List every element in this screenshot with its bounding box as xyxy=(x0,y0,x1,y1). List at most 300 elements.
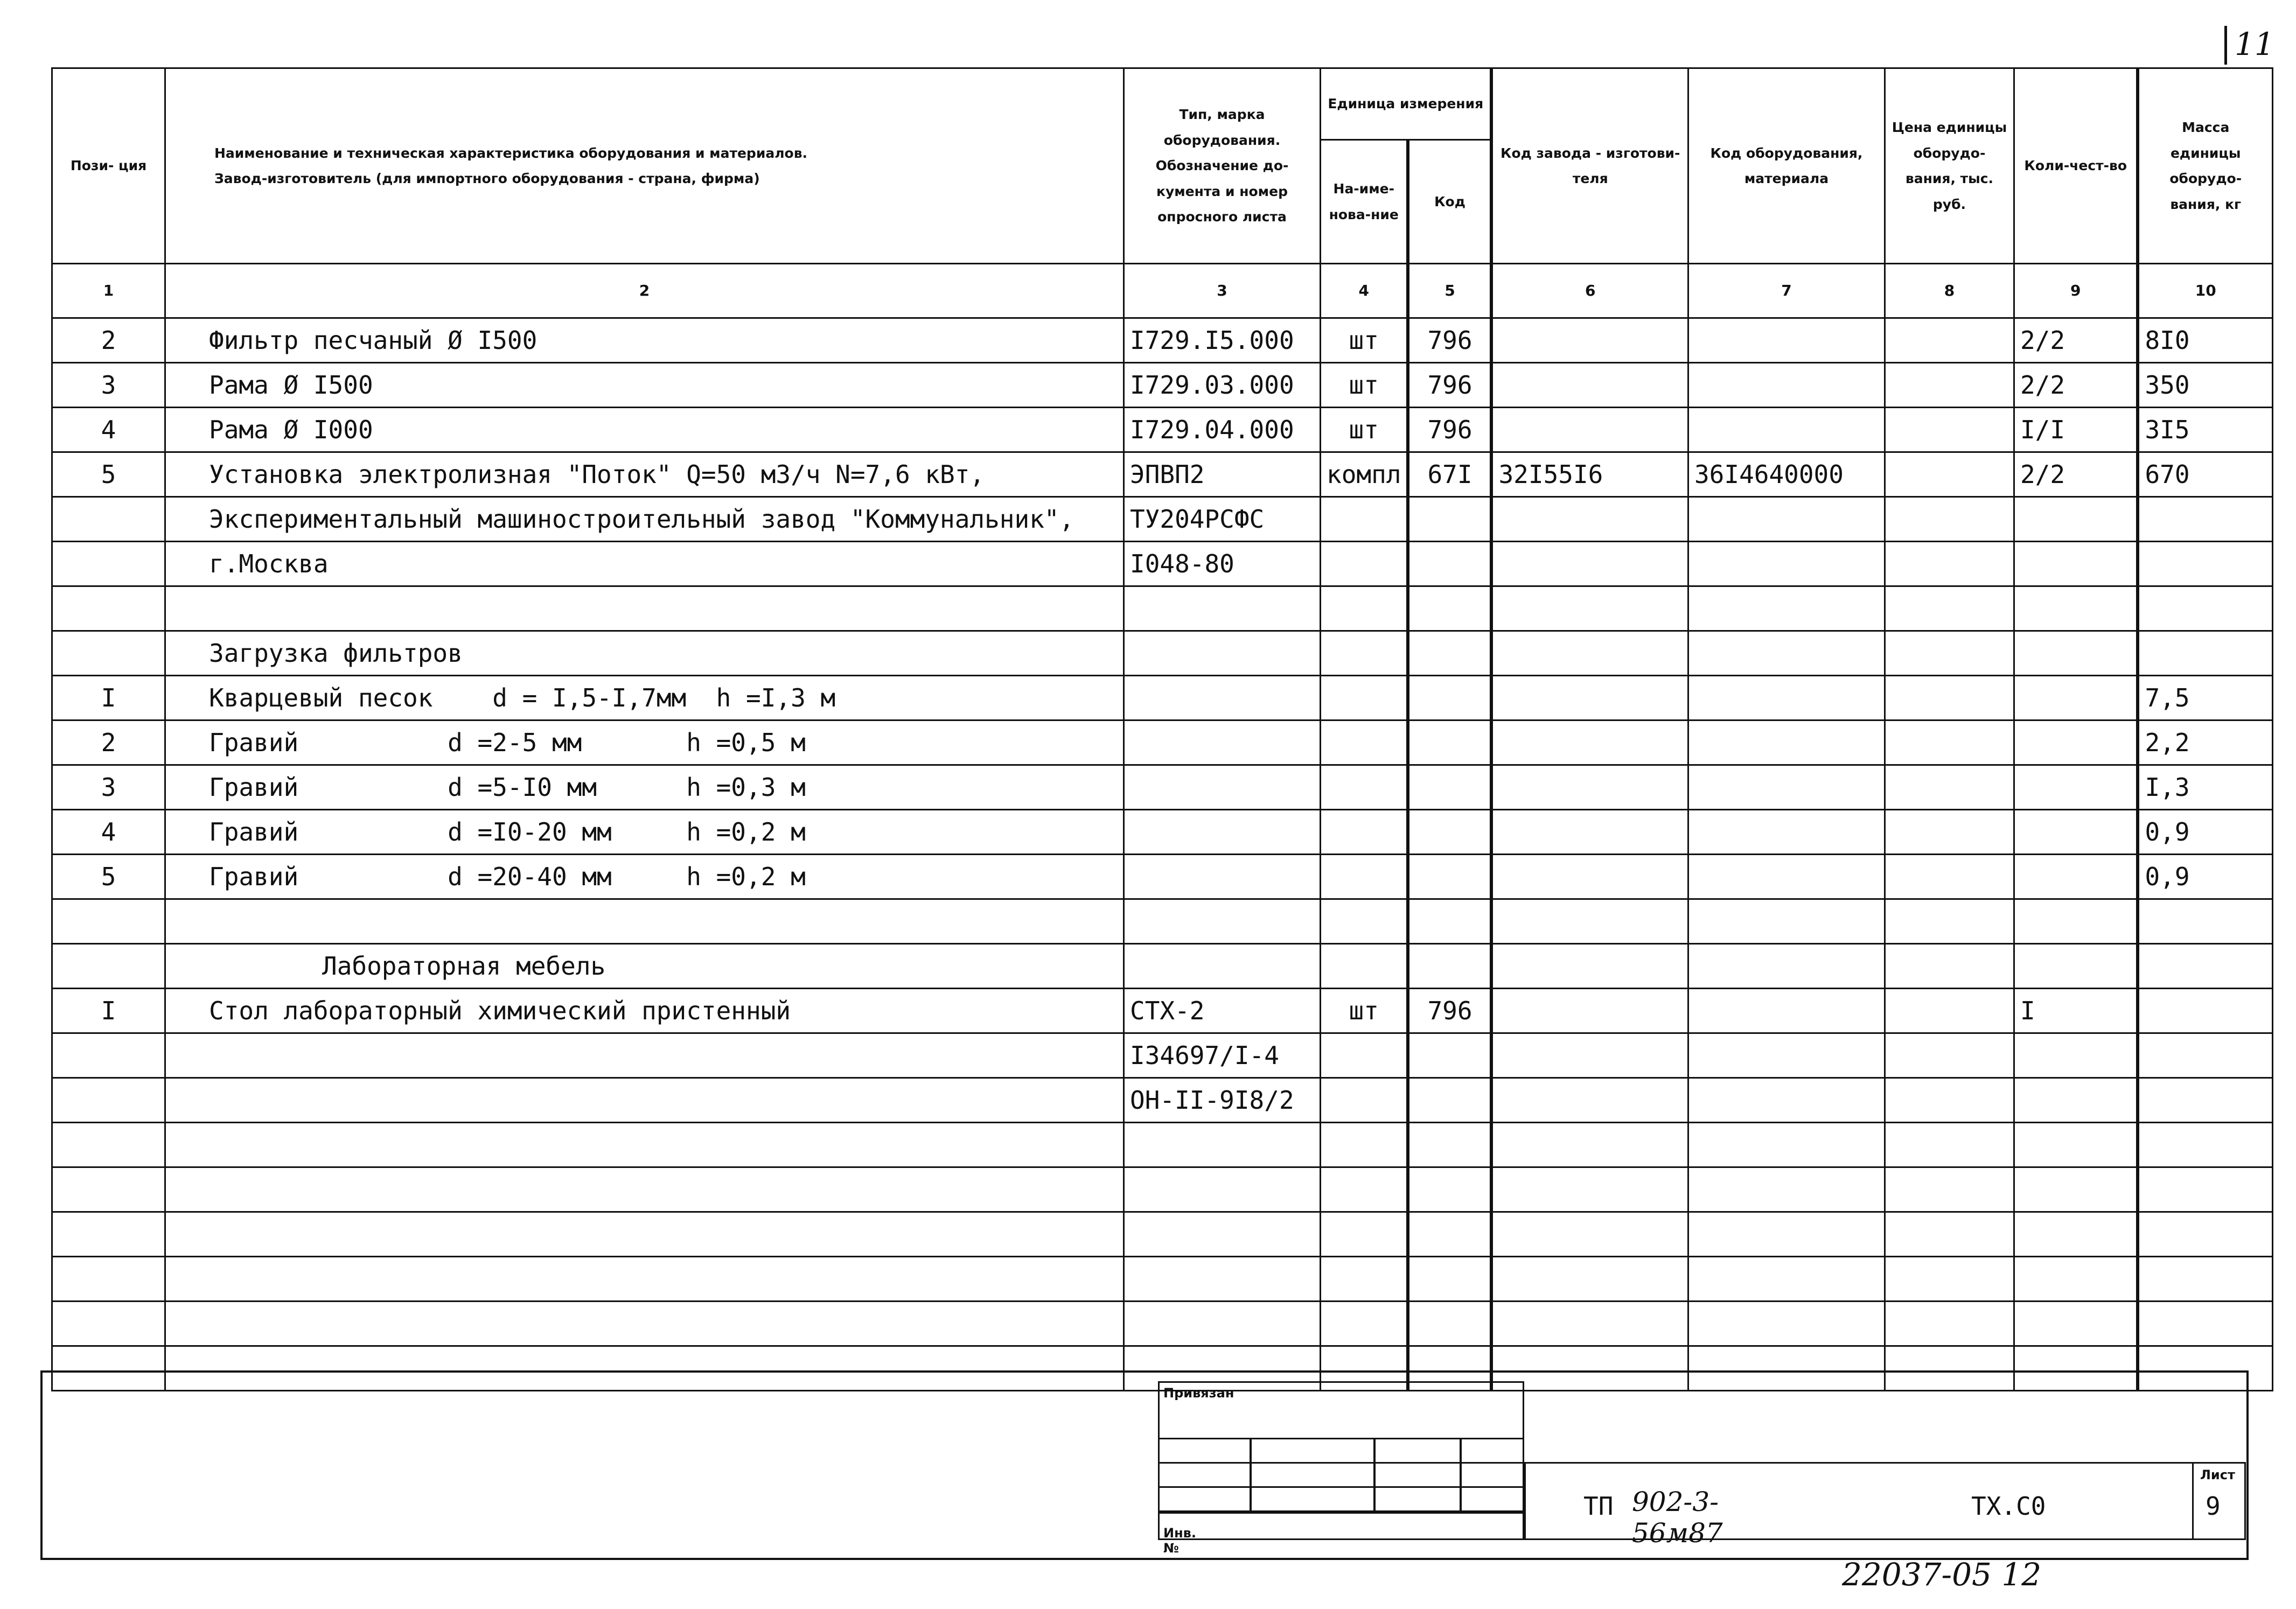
position-cell: 5 xyxy=(52,855,165,899)
specification-sheet xyxy=(51,67,2273,1391)
equipment-code-cell xyxy=(1688,855,1885,899)
table-row xyxy=(52,1257,2273,1302)
unit-code-cell xyxy=(1408,765,1491,810)
mass-cell xyxy=(2138,1346,2272,1391)
table-header xyxy=(52,68,2273,318)
type-cell xyxy=(1124,810,1321,855)
name-cell xyxy=(165,1302,1124,1346)
type-cell xyxy=(1124,1302,1321,1346)
type-cell xyxy=(1124,676,1321,720)
table-row xyxy=(52,944,2273,989)
equipment-code-cell xyxy=(1688,989,1885,1033)
price-cell xyxy=(1885,542,2014,586)
factory-code-cell xyxy=(1491,1078,1688,1123)
mass-cell xyxy=(2138,1167,2272,1212)
price-cell xyxy=(1885,318,2014,363)
unit-code-cell: 796 xyxy=(1408,318,1491,363)
name-cell: Гравий d =20-40 мм h =0,2 м xyxy=(165,855,1124,899)
position-cell xyxy=(52,1123,165,1167)
unit-code-cell xyxy=(1408,1033,1491,1078)
type-cell xyxy=(1124,1257,1321,1302)
type-cell: ОН-II-9I8/2 xyxy=(1124,1078,1321,1123)
quantity-cell xyxy=(2014,1257,2138,1302)
unit-name-cell xyxy=(1321,1078,1408,1123)
equipment-code-cell xyxy=(1688,1212,1885,1257)
inventory-label: Инв. № xyxy=(1163,1526,1196,1556)
table-row xyxy=(52,1123,2273,1167)
type-cell xyxy=(1124,1167,1321,1212)
quantity-cell xyxy=(2014,586,2138,631)
factory-code-cell xyxy=(1491,944,1688,989)
equipment-code-cell xyxy=(1688,720,1885,765)
name-cell: Кварцевый песок d = I,5-I,7мм h =I,3 м xyxy=(165,676,1124,720)
name-cell: Загрузка фильтров xyxy=(165,631,1124,676)
unit-code-cell: 796 xyxy=(1408,989,1491,1033)
name-cell xyxy=(165,1167,1124,1212)
price-cell xyxy=(1885,1078,2014,1123)
type-cell xyxy=(1124,855,1321,899)
position-cell xyxy=(52,1346,165,1391)
name-cell: Гравий d =2-5 мм h =0,5 м xyxy=(165,720,1124,765)
name-cell: Стол лабораторный химический пристенный xyxy=(165,989,1124,1033)
unit-code-cell xyxy=(1408,1302,1491,1346)
equipment-code-cell xyxy=(1688,586,1885,631)
mass-cell xyxy=(2138,1257,2272,1302)
unit-name-cell xyxy=(1321,1167,1408,1212)
unit-name-cell xyxy=(1321,1033,1408,1078)
equipment-code-cell xyxy=(1688,1123,1885,1167)
price-cell xyxy=(1885,497,2014,542)
mass-cell xyxy=(2138,1123,2272,1167)
unit-code-cell xyxy=(1408,1212,1491,1257)
mass-cell xyxy=(2138,497,2272,542)
type-cell: СТХ-2 xyxy=(1124,989,1321,1033)
type-cell: I729.04.000 xyxy=(1124,408,1321,452)
type-cell xyxy=(1124,720,1321,765)
equipment-code-cell xyxy=(1688,363,1885,408)
equipment-code-cell xyxy=(1688,631,1885,676)
table-row xyxy=(52,720,2273,765)
equipment-code-cell xyxy=(1688,899,1885,944)
table-row xyxy=(52,318,2273,363)
type-cell: ТУ204РСФС xyxy=(1124,497,1321,542)
price-cell xyxy=(1885,586,2014,631)
price-cell xyxy=(1885,1346,2014,1391)
stamp-divider xyxy=(1373,1438,1376,1512)
unit-name-cell xyxy=(1321,1257,1408,1302)
quantity-cell xyxy=(2014,1078,2138,1123)
table-row xyxy=(52,408,2273,452)
quantity-cell xyxy=(2014,1033,2138,1078)
unit-code-cell xyxy=(1408,944,1491,989)
table-row xyxy=(52,855,2273,899)
equipment-code-cell xyxy=(1688,1033,1885,1078)
mass-cell xyxy=(2138,586,2272,631)
equipment-code-cell xyxy=(1688,1346,1885,1391)
name-cell: Гравий d =5-I0 мм h =0,3 м xyxy=(165,765,1124,810)
position-cell: 5 xyxy=(52,452,165,497)
factory-code-cell xyxy=(1491,363,1688,408)
column-number: 2 xyxy=(165,264,1124,318)
mass-cell: 2,2 xyxy=(2138,720,2272,765)
stamp-cell xyxy=(1158,1462,1524,1488)
name-cell: Гравий d =I0-20 мм h =0,2 м xyxy=(165,810,1124,855)
table-row xyxy=(52,452,2273,497)
price-cell xyxy=(1885,989,2014,1033)
name-cell: Установка электролизная "Поток" Q=50 м3/ч N=7,6 кВт, xyxy=(165,452,1124,497)
price-cell xyxy=(1885,810,2014,855)
position-cell xyxy=(52,1167,165,1212)
factory-code-cell xyxy=(1491,676,1688,720)
project-code-prefix: ТП xyxy=(1583,1492,1614,1521)
type-cell: I048-80 xyxy=(1124,542,1321,586)
unit-code-cell: 67I xyxy=(1408,452,1491,497)
column-number: 9 xyxy=(2014,264,2138,318)
mass-cell: 7,5 xyxy=(2138,676,2272,720)
page-number: 11 xyxy=(2224,26,2278,65)
factory-code-cell: 32I55I6 xyxy=(1491,452,1688,497)
factory-code-cell xyxy=(1491,1302,1688,1346)
column-number: 5 xyxy=(1408,264,1491,318)
table-row xyxy=(52,1212,2273,1257)
price-cell xyxy=(1885,1257,2014,1302)
column-number: 10 xyxy=(2138,264,2272,318)
unit-code-cell xyxy=(1408,720,1491,765)
header-position: Пози- ция xyxy=(52,68,165,264)
position-cell: 4 xyxy=(52,408,165,452)
position-cell: 3 xyxy=(52,363,165,408)
equipment-code-cell xyxy=(1688,542,1885,586)
mass-cell xyxy=(2138,899,2272,944)
stamp-divider xyxy=(1460,1438,1462,1512)
equipment-code-cell xyxy=(1688,1302,1885,1346)
unit-code-cell xyxy=(1408,631,1491,676)
factory-code-cell xyxy=(1491,855,1688,899)
mass-cell xyxy=(2138,989,2272,1033)
unit-code-cell xyxy=(1408,855,1491,899)
price-cell xyxy=(1885,631,2014,676)
type-cell xyxy=(1124,631,1321,676)
price-cell xyxy=(1885,408,2014,452)
factory-code-cell xyxy=(1491,1167,1688,1212)
column-number: 7 xyxy=(1688,264,1885,318)
quantity-cell xyxy=(2014,631,2138,676)
position-cell: I xyxy=(52,989,165,1033)
mass-cell: 8I0 xyxy=(2138,318,2272,363)
price-cell xyxy=(1885,1167,2014,1212)
type-cell: ЭПВП2 xyxy=(1124,452,1321,497)
unit-name-cell: шт xyxy=(1321,989,1408,1033)
factory-code-cell xyxy=(1491,586,1688,631)
unit-name-cell xyxy=(1321,1123,1408,1167)
mass-cell: 0,9 xyxy=(2138,855,2272,899)
position-cell: I xyxy=(52,676,165,720)
type-cell xyxy=(1124,899,1321,944)
quantity-cell xyxy=(2014,944,2138,989)
equipment-code-cell xyxy=(1688,318,1885,363)
factory-code-cell xyxy=(1491,542,1688,586)
unit-name-cell xyxy=(1321,497,1408,542)
mass-cell xyxy=(2138,1212,2272,1257)
table-row xyxy=(52,497,2273,542)
column-number-row xyxy=(52,264,2273,318)
quantity-cell xyxy=(2014,1167,2138,1212)
quantity-cell xyxy=(2014,899,2138,944)
document-code: ТХ.С0 xyxy=(1971,1492,2046,1521)
quantity-cell xyxy=(2014,676,2138,720)
factory-code-cell xyxy=(1491,899,1688,944)
specification-table xyxy=(51,67,2273,1391)
price-cell xyxy=(1885,1123,2014,1167)
price-cell xyxy=(1885,944,2014,989)
column-number: 3 xyxy=(1124,264,1321,318)
mass-cell xyxy=(2138,1078,2272,1123)
quantity-cell xyxy=(2014,1346,2138,1391)
stamp-cell xyxy=(1158,1438,1524,1464)
mass-cell xyxy=(2138,1302,2272,1346)
factory-code-cell xyxy=(1491,497,1688,542)
equipment-code-cell xyxy=(1688,1257,1885,1302)
unit-name-cell xyxy=(1321,855,1408,899)
price-cell xyxy=(1885,676,2014,720)
unit-name-cell xyxy=(1321,676,1408,720)
table-row xyxy=(52,989,2273,1033)
equipment-code-cell xyxy=(1688,676,1885,720)
factory-code-cell xyxy=(1491,631,1688,676)
table-row xyxy=(52,1167,2273,1212)
quantity-cell xyxy=(2014,1302,2138,1346)
unit-name-cell: компл xyxy=(1321,452,1408,497)
unit-name-cell xyxy=(1321,944,1408,989)
position-cell: 2 xyxy=(52,720,165,765)
mass-cell: 0,9 xyxy=(2138,810,2272,855)
table-row xyxy=(52,1302,2273,1346)
price-cell xyxy=(1885,1302,2014,1346)
unit-code-cell: 796 xyxy=(1408,363,1491,408)
table-row xyxy=(52,586,2273,631)
type-cell: I729.03.000 xyxy=(1124,363,1321,408)
header-type: Тип, марка оборудования. Обозначение до-кумента и номер опросного листа xyxy=(1124,68,1321,264)
table-row xyxy=(52,676,2273,720)
column-number: 1 xyxy=(52,264,165,318)
factory-code-cell xyxy=(1491,765,1688,810)
position-cell: 3 xyxy=(52,765,165,810)
position-cell xyxy=(52,1257,165,1302)
unit-code-cell xyxy=(1408,899,1491,944)
mass-cell: I,3 xyxy=(2138,765,2272,810)
price-cell xyxy=(1885,765,2014,810)
mass-cell: 350 xyxy=(2138,363,2272,408)
type-cell xyxy=(1124,765,1321,810)
name-cell xyxy=(165,586,1124,631)
quantity-cell xyxy=(2014,497,2138,542)
name-cell xyxy=(165,1033,1124,1078)
unit-name-cell xyxy=(1321,542,1408,586)
unit-name-cell xyxy=(1321,586,1408,631)
position-cell xyxy=(52,542,165,586)
name-cell xyxy=(165,899,1124,944)
mass-cell: 670 xyxy=(2138,452,2272,497)
equipment-code-cell xyxy=(1688,497,1885,542)
factory-code-cell xyxy=(1491,408,1688,452)
quantity-cell xyxy=(2014,810,2138,855)
header-equipment-code: Код оборудования, материала xyxy=(1688,68,1885,264)
name-cell: Фильтр песчаный Ø I500 xyxy=(165,318,1124,363)
frame-line xyxy=(40,1370,2249,1373)
quantity-cell xyxy=(2014,720,2138,765)
name-cell: Рама Ø I500 xyxy=(165,363,1124,408)
table-body xyxy=(52,318,2273,1391)
factory-code-cell xyxy=(1491,1123,1688,1167)
name-cell: Рама Ø I000 xyxy=(165,408,1124,452)
factory-code-cell xyxy=(1491,720,1688,765)
archive-number: 22037-05 12 xyxy=(1842,1556,2042,1593)
name-cell xyxy=(165,1078,1124,1123)
name-cell xyxy=(165,1123,1124,1167)
position-cell xyxy=(52,497,165,542)
position-cell: 4 xyxy=(52,810,165,855)
position-cell xyxy=(52,586,165,631)
unit-name-cell xyxy=(1321,1212,1408,1257)
unit-name-cell: шт xyxy=(1321,363,1408,408)
unit-name-cell: шт xyxy=(1321,408,1408,452)
unit-name-cell xyxy=(1321,631,1408,676)
factory-code-cell xyxy=(1491,1257,1688,1302)
quantity-cell: 2/2 xyxy=(2014,363,2138,408)
factory-code-cell xyxy=(1491,989,1688,1033)
unit-code-cell xyxy=(1408,1167,1491,1212)
equipment-code-cell xyxy=(1688,810,1885,855)
position-cell xyxy=(52,1212,165,1257)
name-cell xyxy=(165,1212,1124,1257)
price-cell xyxy=(1885,855,2014,899)
position-cell xyxy=(52,1033,165,1078)
type-cell xyxy=(1124,586,1321,631)
unit-name-cell xyxy=(1321,899,1408,944)
name-cell xyxy=(165,1346,1124,1391)
table-row xyxy=(52,1033,2273,1078)
header-unit-name: На-име-нова-ние xyxy=(1321,140,1408,264)
equipment-code-cell xyxy=(1688,765,1885,810)
unit-code-cell xyxy=(1408,497,1491,542)
equipment-code-cell xyxy=(1688,408,1885,452)
quantity-cell xyxy=(2014,1212,2138,1257)
table-row xyxy=(52,542,2273,586)
unit-code-cell xyxy=(1408,810,1491,855)
unit-name-cell xyxy=(1321,810,1408,855)
quantity-cell xyxy=(2014,765,2138,810)
unit-code-cell xyxy=(1408,676,1491,720)
mass-cell xyxy=(2138,631,2272,676)
table-row xyxy=(52,765,2273,810)
mass-cell xyxy=(2138,944,2272,989)
frame-line xyxy=(2246,1370,2249,1560)
type-cell xyxy=(1124,1123,1321,1167)
unit-name-cell xyxy=(1321,720,1408,765)
table-row xyxy=(52,810,2273,855)
price-cell xyxy=(1885,720,2014,765)
type-cell: I34697/I-4 xyxy=(1124,1033,1321,1078)
position-cell: 2 xyxy=(52,318,165,363)
quantity-cell: 2/2 xyxy=(2014,452,2138,497)
project-code: 902-3-56м87 xyxy=(1632,1486,1723,1549)
table-row xyxy=(52,631,2273,676)
position-cell xyxy=(52,944,165,989)
column-number: 8 xyxy=(1885,264,2014,318)
table-row xyxy=(52,1078,2273,1123)
unit-code-cell xyxy=(1408,1078,1491,1123)
table-row xyxy=(52,899,2273,944)
header-name: Наименование и техническая характеристика оборудования и материалов. Завод-изготовитель (для импортного оборудования - страна, фирма) xyxy=(165,68,1124,264)
unit-code-cell: 796 xyxy=(1408,408,1491,452)
quantity-cell: I xyxy=(2014,989,2138,1033)
equipment-code-cell xyxy=(1688,1078,1885,1123)
equipment-code-cell xyxy=(1688,1167,1885,1212)
price-cell xyxy=(1885,452,2014,497)
mass-cell xyxy=(2138,1033,2272,1078)
type-cell: I729.I5.000 xyxy=(1124,318,1321,363)
header-price: Цена единицы оборудо-вания, тыс. руб. xyxy=(1885,68,2014,264)
unit-code-cell xyxy=(1408,1257,1491,1302)
mass-cell xyxy=(2138,542,2272,586)
quantity-cell xyxy=(2014,855,2138,899)
factory-code-cell xyxy=(1491,1033,1688,1078)
sheet-number: 9 xyxy=(2206,1492,2221,1521)
unit-code-cell xyxy=(1408,1123,1491,1167)
price-cell xyxy=(1885,363,2014,408)
position-cell xyxy=(52,899,165,944)
mass-cell: 3I5 xyxy=(2138,408,2272,452)
factory-code-cell xyxy=(1491,318,1688,363)
equipment-code-cell: 36I4640000 xyxy=(1688,452,1885,497)
stamp-cell xyxy=(1158,1486,1524,1512)
name-cell: г.Москва xyxy=(165,542,1124,586)
unit-code-cell xyxy=(1408,542,1491,586)
position-cell xyxy=(52,631,165,676)
type-cell xyxy=(1124,1212,1321,1257)
position-cell xyxy=(52,1302,165,1346)
sheet-label: Лист xyxy=(2200,1467,2235,1482)
header-unit-group: Единица измерения xyxy=(1321,68,1492,140)
inventory-box xyxy=(1158,1512,1524,1540)
quantity-cell: 2/2 xyxy=(2014,318,2138,363)
equipment-code-cell xyxy=(1688,944,1885,989)
header-unit-code: Код xyxy=(1408,140,1491,264)
table-row xyxy=(52,363,2273,408)
name-cell: Лабораторная мебель xyxy=(165,944,1124,989)
factory-code-cell xyxy=(1491,1212,1688,1257)
column-number: 4 xyxy=(1321,264,1408,318)
type-cell xyxy=(1124,944,1321,989)
unit-name-cell xyxy=(1321,1302,1408,1346)
name-cell: Экспериментальный машиностроительный завод "Коммунальник", xyxy=(165,497,1124,542)
name-cell xyxy=(165,1257,1124,1302)
unit-name-cell: шт xyxy=(1321,318,1408,363)
column-number: 6 xyxy=(1491,264,1688,318)
header-factory-code: Код завода - изготови-теля xyxy=(1491,68,1688,264)
quantity-cell xyxy=(2014,542,2138,586)
quantity-cell xyxy=(2014,1123,2138,1167)
unit-code-cell xyxy=(1408,586,1491,631)
header-quantity: Коли-чест-во xyxy=(2014,68,2138,264)
frame-line xyxy=(40,1370,43,1559)
unit-name-cell xyxy=(1321,765,1408,810)
position-cell xyxy=(52,1078,165,1123)
linked-label: Привязан xyxy=(1163,1386,1234,1401)
quantity-cell: I/I xyxy=(2014,408,2138,452)
stamp-divider xyxy=(1250,1438,1252,1512)
price-cell xyxy=(1885,899,2014,944)
